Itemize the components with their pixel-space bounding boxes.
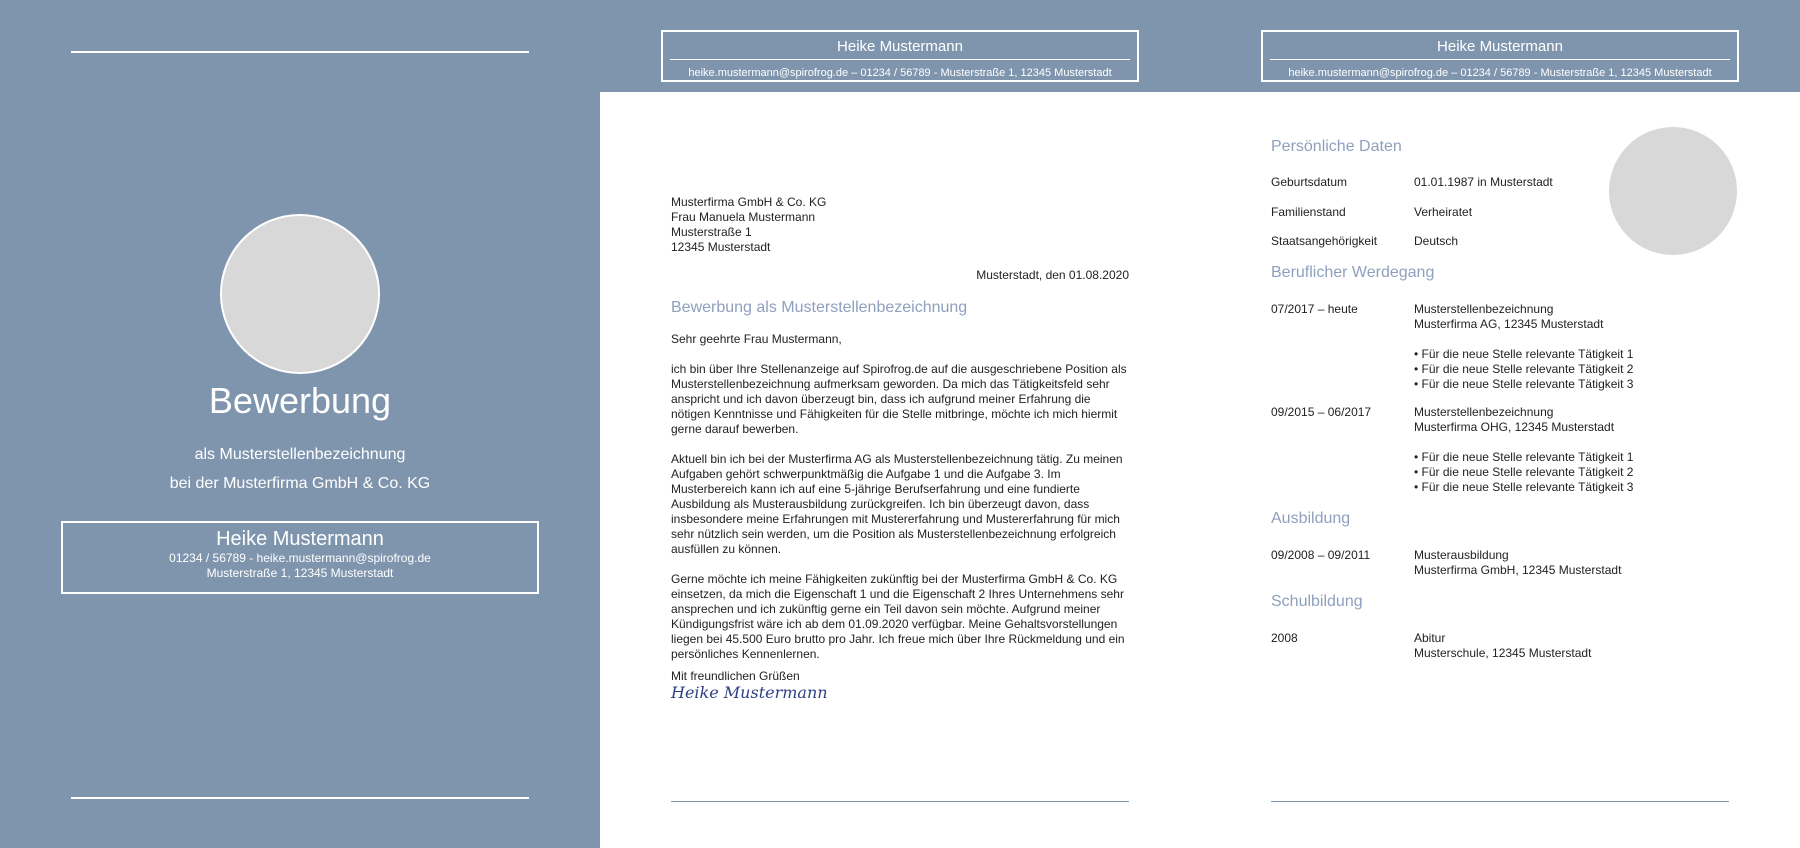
section-heading-school: Schulbildung [1271,593,1363,610]
cover-title: Bewerbung [208,380,392,421]
personal-value: Verheiratet [1414,205,1473,219]
letter-header-box [661,30,1139,82]
career-title: Musterstellenbezeichnung [1414,302,1554,316]
header-name: Heike Mustermann [837,38,963,55]
cover-contact-line2: Musterstraße 1, 12345 Musterstadt [206,566,394,580]
letter-paragraph: Aktuell bin ich bei der Musterfirma AG als Musterstellenbezeichnung tätig. Zu meinen Aufgaben gehört schwerpunktmäßig die Aufgabe 1 und die Aufgabe 3. Im Musterbereich kann ich auf eine 5-jährige Berufserfahrung und eine fundierte Ausbildung als Musterausbildung zurückgreifen. Ich bin überzeugt davon, dass insbesondere meine Erfahrungen mit Mustererfahrung und Mustererfahrung für mich sehr nützlich sein werden, um die Position als Musterstellenbezeichnung erfolgreich ausfüllen zu können. [671,452,1123,556]
letter-subject: Bewerbung als Musterstellenbezeichnung [671,299,968,316]
salutation: Sehr geehrte Frau Mustermann, [671,332,842,346]
personal-label: Geburtsdatum [1271,175,1348,189]
signature: Heike Mustermann [671,683,828,702]
header-contact: heike.mustermann@spirofrog.de – 01234 / 56789 - Musterstraße 1, 12345 Musterstadt [1288,67,1712,79]
header-contact: heike.mustermann@spirofrog.de – 01234 / 56789 - Musterstraße 1, 12345 Musterstadt [688,67,1112,79]
cover-top-divider [71,51,529,53]
recipient-line: Musterfirma GmbH & Co. KG [671,195,827,209]
personal-label: Staatsangehörigkeit [1271,234,1378,248]
letter-paragraph: Gerne möchte ich meine Fähigkeiten zukünftig bei der Musterfirma GmbH & Co. KG einsetzen, da mich die Eigenschaft 1 und die Eigenschaft 2 Ihres Unternehmens sehr ansprechen und ich zukünftig gerne ein Teil davon sein möchte. Aufgrund meiner Kündigungsfrist wäre ich ab dem 01.09.2020 verfügbar. Meine Gehaltsvorstellungen liegen bei 45.500 Euro brutto pro Jahr. Ich freue mich über Ihre Rückmeldung und ein persönliches Kennenlernen. [671,572,1125,661]
career-bullet: • Für die neue Stelle relevante Tätigkeit 2 [1414,362,1634,376]
career-place: Musterfirma AG, 12345 Musterstadt [1414,317,1604,331]
cover-contact-line1: 01234 / 56789 - heike.mustermann@spirofrog.de [169,551,431,565]
career-bullet: • Für die neue Stelle relevante Tätigkeit 2 [1414,465,1634,479]
cover-subtitle-position: als Musterstellenbezeichnung [194,446,406,463]
cover-photo-placeholder [220,214,380,374]
section-heading-career: Beruflicher Werdegang [1271,264,1435,281]
education-title: Musterausbildung [1414,548,1509,562]
section-heading-personal: Persönliche Daten [1271,138,1402,155]
school-place: Musterschule, 12345 Musterstadt [1414,646,1592,660]
recipient-line: Frau Manuela Mustermann [671,210,816,224]
letter-bottom-rule [671,801,1129,802]
cover-subtitle-company: bei der Musterfirma GmbH & Co. KG [169,475,431,492]
career-bullet: • Für die neue Stelle relevante Tätigkeit 1 [1414,450,1634,464]
cv-header-box [1261,30,1739,82]
header-divider [1270,59,1730,60]
letter-date: Musterstadt, den 01.08.2020 [976,268,1129,282]
cover-bottom-divider [71,797,529,799]
personal-value: 01.01.1987 in Musterstadt [1414,175,1553,189]
cv-bottom-rule [1271,801,1729,802]
letter-closing: Mit freundlichen Grüßen [671,669,800,683]
education-place: Musterfirma GmbH, 12345 Musterstadt [1414,563,1622,577]
recipient-line: 12345 Musterstadt [671,240,771,254]
career-period: 07/2017 – heute [1271,302,1358,316]
education-period: 09/2008 – 09/2011 [1271,548,1371,562]
header-name: Heike Mustermann [1437,38,1563,55]
section-heading-education: Ausbildung [1271,510,1351,527]
personal-value: Deutsch [1414,234,1459,248]
school-period: 2008 [1271,631,1298,645]
career-bullet: • Für die neue Stelle relevante Tätigkeit 1 [1414,347,1634,361]
letter-body [671,332,1129,677]
letter-paragraph: ich bin über Ihre Stellenanzeige auf Spirofrog.de auf die ausgeschriebene Position als Musterstellenbezeichnung aufmerksam geworden. Da mich das Tätigkeitsfeld sehr anspricht und ich davon überzeugt bin, dass ich aufgrund meiner Erfahrung die nötigen Kenntnisse und Fähigkeiten für die Stelle mitbringe, möchte ich mich hiermit gerne darauf bewerben. [671,362,1127,436]
career-bullet: • Für die neue Stelle relevante Tätigkeit 3 [1414,480,1634,494]
header-divider [670,59,1130,60]
career-bullet: • Für die neue Stelle relevante Tätigkeit 3 [1414,377,1634,391]
cover-page [0,0,600,848]
career-period: 09/2015 – 06/2017 [1271,405,1372,419]
career-title: Musterstellenbezeichnung [1414,405,1554,419]
cover-name: Heike Mustermann [216,528,384,550]
recipient-line: Musterstraße 1 [671,225,752,239]
personal-label: Familienstand [1271,205,1346,219]
career-place: Musterfirma OHG, 12345 Musterstadt [1414,420,1615,434]
school-title: Abitur [1414,631,1446,645]
recipient-address [671,195,971,255]
cover-contact-box [61,521,539,594]
